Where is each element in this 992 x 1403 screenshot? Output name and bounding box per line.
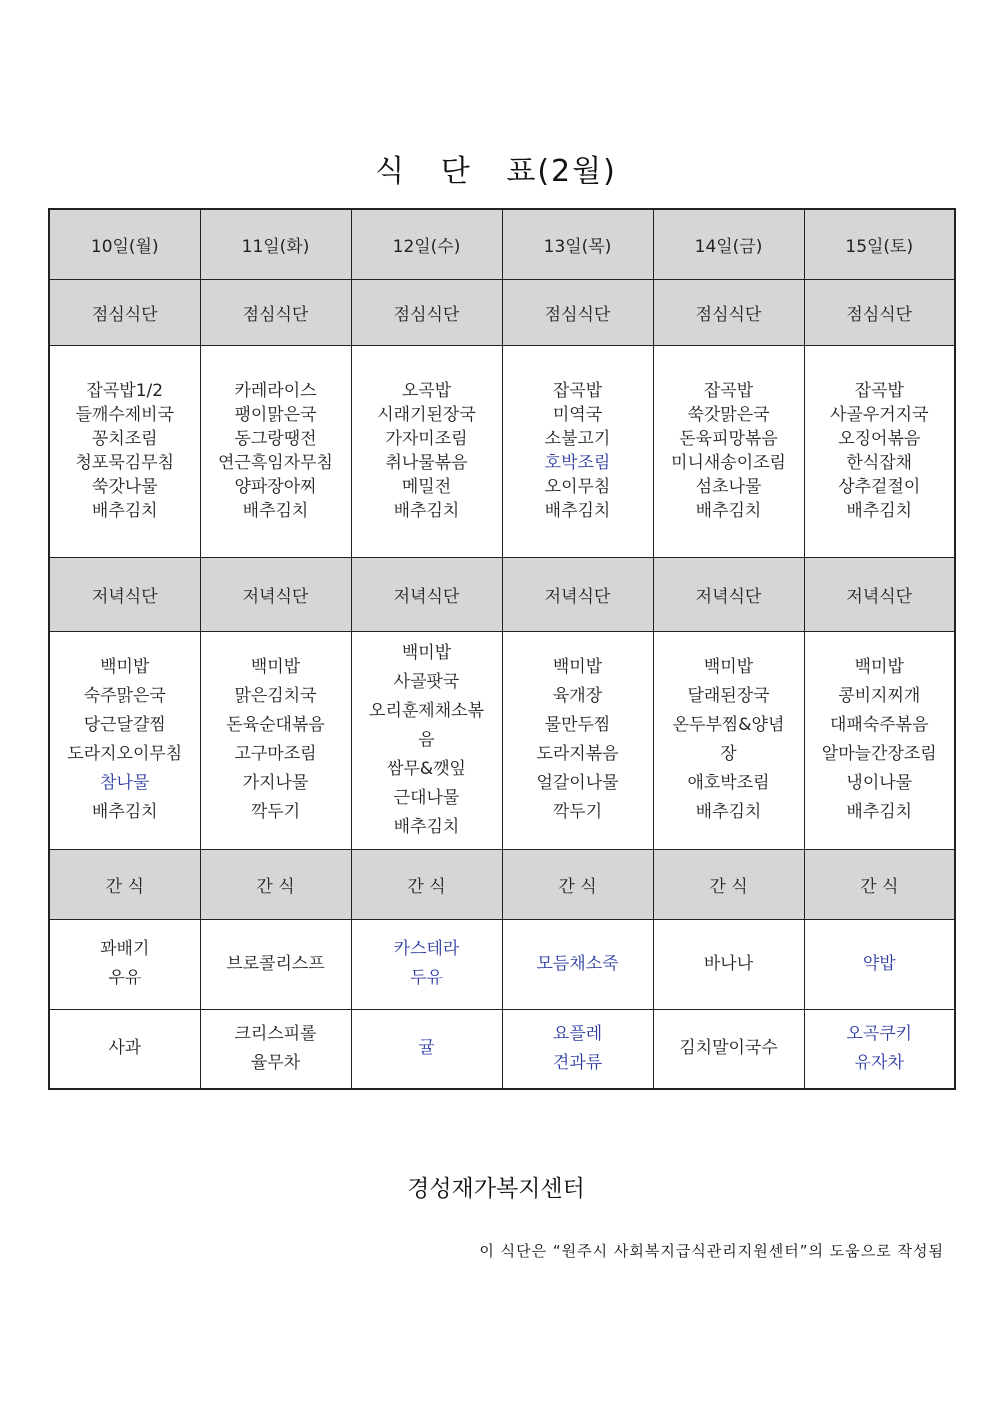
lunch-label: 점심식단 [351, 279, 502, 345]
menu-item: 카스테라 [393, 939, 460, 959]
menu-item: 가자미조림 [385, 429, 468, 449]
menu-item: 가지나물 [242, 773, 309, 793]
menu-item: 배추김치 [695, 802, 762, 822]
menu-item: 우유 [108, 968, 142, 988]
menu-item: 백미밥 [552, 657, 603, 677]
snack-cell [200, 919, 351, 1009]
snack-cell [502, 919, 653, 1009]
menu-item: 상추겉절이 [838, 477, 921, 497]
menu-item: 배추김치 [242, 501, 309, 521]
menu-item: 양파장아찌 [234, 477, 317, 497]
menu-item: 맑은김치국 [234, 686, 317, 706]
lunch-label: 점심식단 [502, 279, 653, 345]
menu-item: 배추김치 [91, 501, 158, 521]
day-header: 13일(목) [502, 209, 653, 279]
menu-item: 메밀전 [401, 477, 452, 497]
menu-item: 참나물 [100, 773, 150, 793]
menu-item: 대패숙주볶음 [829, 715, 929, 735]
lunch-label: 점심식단 [49, 279, 200, 345]
day-header: 12일(수) [351, 209, 502, 279]
lunch-menu-row [49, 345, 955, 557]
menu-item: 김치말이국수 [679, 1038, 778, 1059]
menu-item: 꽁치조림 [91, 429, 158, 449]
day-header-row [49, 209, 955, 279]
menu-item: 배추김치 [393, 501, 460, 521]
menu-item: 백미밥 [854, 657, 904, 677]
lunch-menu-cell [804, 345, 955, 557]
menu-item: 사골우거지국 [829, 405, 929, 425]
menu-table [48, 208, 956, 1090]
menu-item: 한식잡채 [846, 453, 913, 473]
menu-item: 연근흑임자무침 [218, 453, 333, 473]
menu-item: 잡곡밥 [703, 381, 754, 401]
menu-item: 백미밥 [100, 657, 150, 677]
menu-item: 냉이나물 [846, 773, 913, 793]
dinner-menu-cell [653, 631, 804, 849]
center-name: 경성재가복지센터 [407, 1176, 585, 1202]
menu-item: 애호박조림 [687, 773, 770, 793]
lunch-label: 점심식단 [653, 279, 804, 345]
day-header: 15일(토) [804, 209, 955, 279]
snack-label: 간 식 [49, 849, 200, 919]
menu-item: 깍두기 [552, 802, 603, 822]
menu-item: 쑥갓나물 [91, 477, 158, 497]
footer-note: 이 식단은 “원주시 사회복지급식관리지원센터”의 도움으로 작성됨 [479, 1242, 944, 1260]
menu-item: 호박조림 [544, 453, 611, 473]
dinner-label: 저녁식단 [502, 557, 653, 631]
dinner-label: 저녁식단 [49, 557, 200, 631]
menu-item: 배추김치 [544, 501, 611, 521]
menu-item: 두유 [410, 968, 443, 988]
menu-item: 미니새송이조림 [671, 453, 786, 473]
lunch-menu-cell [502, 345, 653, 557]
menu-item: 도라지오이무침 [67, 744, 183, 764]
menu-item: 오리훈제채소볶 [369, 700, 484, 721]
menu-item: 율무차 [250, 1052, 301, 1073]
menu-item: 브로콜리스프 [226, 953, 325, 974]
dinner-menu-cell [502, 631, 653, 849]
menu-item: 약밥 [862, 953, 896, 974]
menu-item: 고구마조림 [234, 744, 317, 764]
menu-item: 물만두찜 [544, 715, 611, 735]
menu-item: 백미밥 [250, 657, 301, 677]
menu-item: 잡곡밥 [552, 381, 603, 401]
menu-item: 유자차 [854, 1052, 904, 1073]
menu-item: 깍두기 [250, 802, 301, 822]
menu-item: 귤 [418, 1038, 435, 1059]
menu-item: 얼갈이나물 [536, 773, 619, 793]
day-header: 10일(월) [49, 209, 200, 279]
menu-item: 알마늘간장조림 [821, 744, 937, 764]
day-header: 14일(금) [653, 209, 804, 279]
snack-row-2 [49, 1009, 955, 1089]
menu-item: 취나물볶음 [385, 453, 468, 473]
snack-cell [502, 1009, 653, 1089]
page-title: 식 단 표(2월) [375, 154, 617, 189]
lunch-menu-cell [49, 345, 200, 557]
menu-item: 사과 [108, 1038, 142, 1059]
dinner-label: 저녁식단 [804, 557, 955, 631]
menu-item: 배추김치 [695, 501, 762, 521]
dinner-label: 저녁식단 [653, 557, 804, 631]
menu-item: 견과류 [552, 1052, 603, 1073]
menu-item: 온두부찜&양념 [672, 715, 785, 735]
snack-cell [653, 1009, 804, 1089]
menu-item: 백미밥 [401, 642, 452, 663]
dinner-menu-cell [804, 631, 955, 849]
menu-item: 카레라이스 [234, 381, 317, 401]
lunch-menu-cell [351, 345, 502, 557]
snack-label: 간 식 [804, 849, 955, 919]
lunch-label: 점심식단 [200, 279, 351, 345]
menu-item: 숙주맑은국 [83, 686, 166, 706]
snack-cell [351, 919, 502, 1009]
snack-cell [49, 1009, 200, 1089]
dinner-menu-row [49, 631, 955, 849]
snack-label: 간 식 [200, 849, 351, 919]
menu-item: 요플레 [552, 1023, 603, 1044]
menu-item: 크리스피롤 [234, 1023, 317, 1044]
menu-item: 팽이맑은국 [234, 405, 317, 425]
menu-item: 배추김치 [846, 802, 913, 822]
menu-item: 미역국 [552, 405, 603, 425]
menu-item: 꽈배기 [100, 939, 150, 959]
snack-cell [200, 1009, 351, 1089]
menu-item: 돈육순대볶음 [226, 715, 325, 735]
lunch-label-row [49, 279, 955, 345]
menu-item: 잡곡밥1/2 [86, 381, 164, 401]
dinner-label-row [49, 557, 955, 631]
dinner-menu-cell [351, 631, 502, 849]
dinner-menu-cell [49, 631, 200, 849]
menu-item: 배추김치 [393, 816, 460, 837]
menu-item: 잡곡밥 [854, 381, 904, 401]
menu-item: 소불고기 [544, 429, 611, 449]
menu-item: 섬초나물 [695, 477, 762, 497]
lunch-menu-cell [200, 345, 351, 557]
menu-item: 사골팟국 [393, 671, 460, 692]
menu-item: 콩비지찌개 [838, 686, 921, 706]
menu-item: 배추김치 [91, 802, 158, 822]
snack-cell [49, 919, 200, 1009]
snack-cell [351, 1009, 502, 1089]
menu-item: 장 [720, 744, 737, 764]
snack-cell [804, 1009, 955, 1089]
menu-item: 들깨수제비국 [75, 405, 175, 425]
dinner-label: 저녁식단 [351, 557, 502, 631]
menu-item: 청포묵김무침 [75, 453, 175, 473]
menu-item: 쌈무&깻잎 [387, 758, 466, 779]
menu-item: 근대나물 [393, 787, 460, 808]
dinner-label: 저녁식단 [200, 557, 351, 631]
menu-item: 오징어볶음 [838, 429, 921, 449]
menu-item: 육개장 [552, 686, 603, 706]
snack-label: 간 식 [351, 849, 502, 919]
menu-item: 오곡쿠키 [846, 1023, 913, 1044]
lunch-menu-cell [653, 345, 804, 557]
menu-item: 바나나 [703, 953, 754, 974]
menu-item: 도라지볶음 [536, 744, 619, 764]
snack-label: 간 식 [502, 849, 653, 919]
menu-item: 동그랑땡전 [234, 429, 317, 449]
snack-cell [804, 919, 955, 1009]
menu-item: 음 [418, 729, 435, 750]
dinner-menu-cell [200, 631, 351, 849]
lunch-label: 점심식단 [804, 279, 955, 345]
day-header: 11일(화) [200, 209, 351, 279]
menu-item: 오이무침 [544, 477, 611, 497]
menu-item: 모듬채소죽 [536, 953, 619, 974]
menu-item: 오곡밥 [401, 381, 452, 401]
menu-item: 쑥갓맑은국 [687, 405, 770, 425]
menu-item: 달래된장국 [687, 686, 770, 706]
snack-label: 간 식 [653, 849, 804, 919]
menu-item: 배추김치 [846, 501, 913, 521]
menu-item: 시래기된장국 [377, 405, 476, 425]
snack-label-row [49, 849, 955, 919]
snack-cell [653, 919, 804, 1009]
menu-item: 당근달걀찜 [83, 715, 166, 735]
menu-item: 백미밥 [703, 657, 754, 677]
menu-item: 돈육피망볶음 [679, 429, 778, 449]
snack-row-1 [49, 919, 955, 1009]
